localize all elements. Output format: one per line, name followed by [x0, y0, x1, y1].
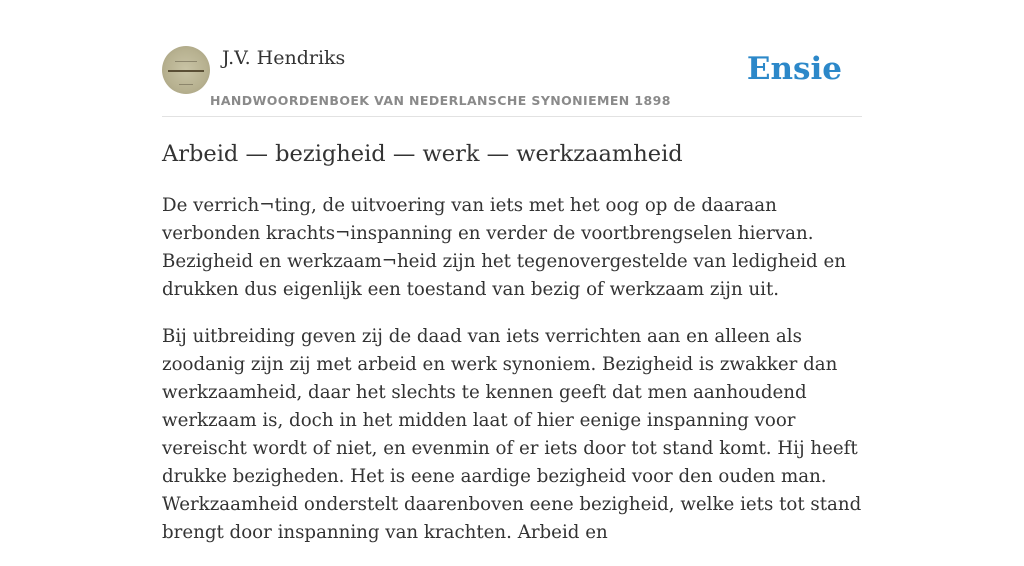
- ensie-logo[interactable]: Ensie: [746, 51, 842, 87]
- avatar-book-title-line: [168, 70, 204, 72]
- avatar-book-line: [175, 61, 197, 62]
- author-name[interactable]: J.V. Hendriks: [222, 47, 346, 69]
- article-paragraph: Bij uitbreiding geven zij de daad van iets verrichten aan en alleen als zoodanig zijn zij met arbeid en werk synoniem. Bezigheid is zwakker dan werkzaamheid, daar het slechts te kennen geeft dat men aanhoudend werkzaam is, doch in het midden laat of hier eenige inspanning voor vereischt wordt of niet, en evenmin of er iets door tot stand komt. Hij heeft drukke bezigheden. Het is eene aardige bezigheid voor den ouden man. Werkzaamheid onderstelt daarenboven eene bezigheid, welke iets tot stand brengt door inspanning van krachten. Arbeid en: [162, 326, 862, 543]
- article-paragraph: De verrich¬ting, de uitvoering van iets met het oog op de daaraan verbonden krachts¬inspanning en verder de voortbrengselen hiervan. Bezigheid en werkzaam¬heid zijn het tegenovergestelde van ledigheid en drukken dus eigenlijk een toestand van bezig of werkzaam zijn uit.: [162, 195, 846, 300]
- source-title[interactable]: HANDWOORDENBOEK VAN NEDERLANSCHE SYNONIEMEN 1898: [210, 93, 671, 108]
- article-body: [162, 192, 862, 566]
- avatar-book-line: [179, 84, 193, 85]
- article-title: Arbeid — bezigheid — werk — werkzaamheid: [162, 141, 683, 167]
- author-avatar[interactable]: [162, 46, 210, 94]
- header: [162, 46, 862, 117]
